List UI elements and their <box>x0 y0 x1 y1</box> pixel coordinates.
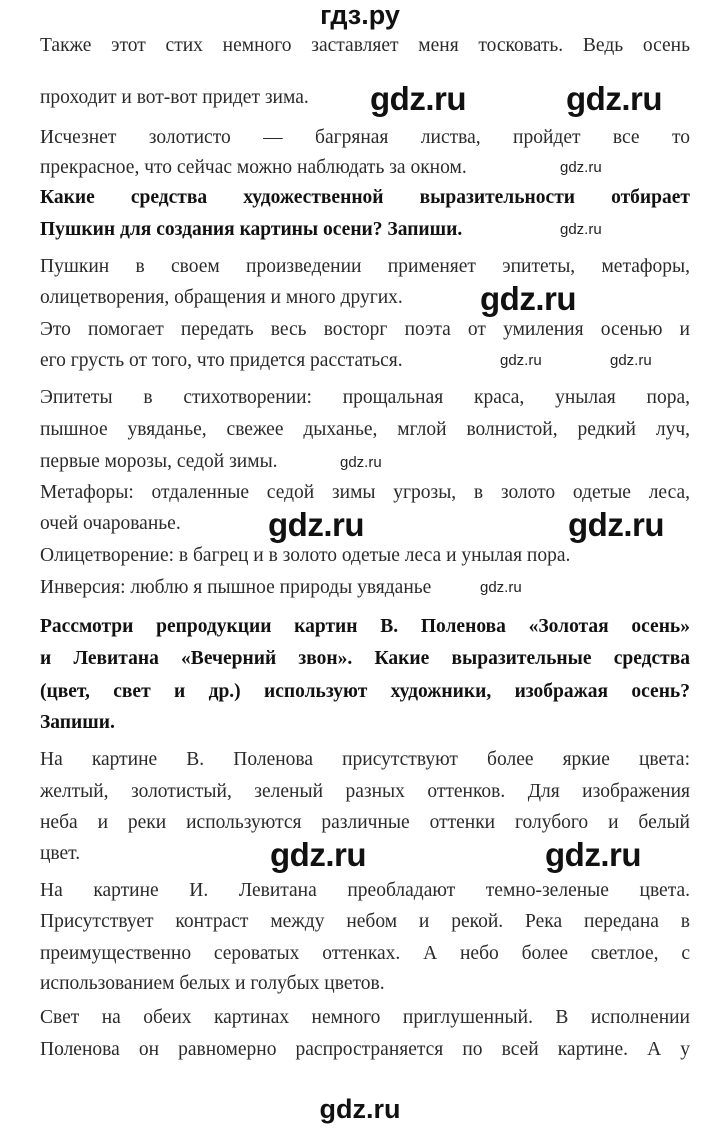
question-line: Запиши. <box>40 712 115 733</box>
text-line: Инверсия: люблю я пышное природы увяданье <box>40 577 432 598</box>
watermark: gdz.ru <box>270 836 366 873</box>
text-line: прекрасное, что сейчас можно наблюдать за окном. <box>40 157 467 178</box>
text-line: пышное увяданье, свежее дыханье, мглой волнистой, редкий луч, <box>40 419 690 440</box>
watermark: gdz.ru <box>480 579 522 596</box>
text-line: Метафоры: отдаленные седой зимы угрозы, в золото одетые леса, <box>40 482 690 503</box>
watermark: gdz.ru <box>370 80 466 117</box>
text-line: неба и реки используются различные оттенки голубого и белый <box>40 812 690 833</box>
text-line: Свет на обеих картинах немного приглушенный. В исполнении <box>40 1007 690 1028</box>
text-line: цвет. <box>40 843 81 864</box>
page-header-logo: гдз.ру <box>320 0 400 30</box>
text-line: использованием белых и голубых цветов. <box>40 973 385 994</box>
question-line: и Левитана «Вечерний звон». Какие выразительные средства <box>40 648 690 669</box>
watermark: gdz.ru <box>480 280 576 317</box>
watermark: gdz.ru <box>500 352 542 369</box>
text-line: Пушкин в своем произведении применяет эпитеты, метафоры, <box>40 256 690 277</box>
watermark: gdz.ru <box>560 159 602 176</box>
watermark: gdz.ru <box>566 80 662 117</box>
question-line: (цвет, свет и др.) используют художники, изображая осень? <box>40 681 690 702</box>
text-line: олицетворения, обращения и много других. <box>40 287 403 308</box>
watermark: gdz.ru <box>340 454 382 471</box>
watermark: gdz.ru <box>610 352 652 369</box>
text-line: очей очарованье. <box>40 513 181 534</box>
text-line: желтый, золотистый, зеленый разных оттенков. Для изображения <box>40 781 690 802</box>
text-line: его грусть от того, что придется расстаться. <box>40 350 403 371</box>
text-line: Олицетворение: в багрец и в золото одетые леса и унылая пора. <box>40 545 571 566</box>
question-line: Пушкин для создания картины осени? Запиши. <box>40 219 463 240</box>
text-line: На картине В. Поленова присутствуют более яркие цвета: <box>40 749 690 770</box>
text-line: преимущественно сероватых оттенках. А небо более светлое, с <box>40 943 690 964</box>
text-line: проходит и вот-вот придет зима. <box>40 87 309 108</box>
text-line: На картине И. Левитана преобладают темно-зеленые цвета. <box>40 880 690 901</box>
watermark: gdz.ru <box>545 836 641 873</box>
watermark: gdz.ru <box>268 506 364 543</box>
text-line: Присутствует контраст между небом и рекой. Река передана в <box>40 911 690 932</box>
text-line: Также этот стих немного заставляет меня тосковать. Ведь осень <box>40 35 690 56</box>
text-line: Исчезнет золотисто — багряная листва, пройдет все то <box>40 127 690 148</box>
watermark: gdz.ru <box>560 221 602 238</box>
question-line: Рассмотри репродукции картин В. Поленова «Золотая осень» <box>40 616 690 637</box>
page-footer-logo: gdz.ru <box>319 1094 401 1124</box>
watermark: gdz.ru <box>568 506 664 543</box>
text-line: первые морозы, седой зимы. <box>40 451 278 472</box>
text-line: Это помогает передать весь восторг поэта от умиления осенью и <box>40 319 690 340</box>
text-line: Эпитеты в стихотворении: прощальная краса, унылая пора, <box>40 387 690 408</box>
question-line: Какие средства художественной выразительности отбирает <box>40 187 690 208</box>
text-line: Поленова он равномерно распространяется по всей картине. А у <box>40 1039 690 1060</box>
